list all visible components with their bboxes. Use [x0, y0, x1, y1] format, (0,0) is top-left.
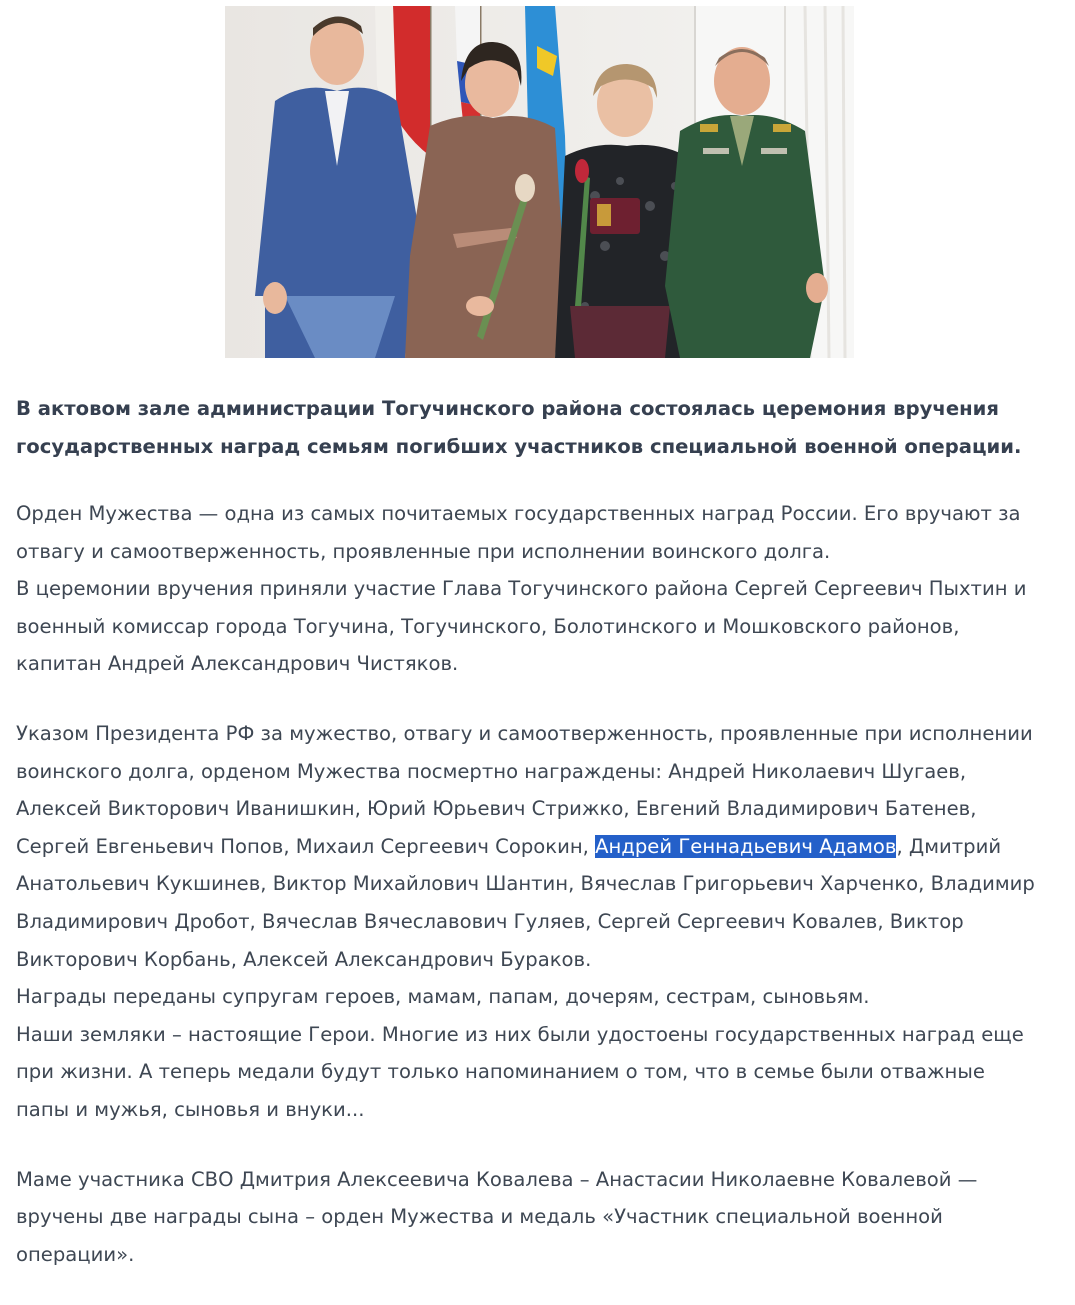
paragraph-line: Маме участника СВО Дмитрия Алексеевича Ковалева – Анастасии Николаевне Ковалевой —: [16, 1167, 978, 1191]
paragraph-line: при жизни. А теперь медали будут только напоминанием о том, что в семье были отважные: [16, 1060, 985, 1084]
paragraph-line: [16, 828, 1068, 866]
paragraph-line: операции».: [16, 1242, 135, 1266]
paragraph-line: Награды переданы супругам героев, мамам, папам, дочерям, сестрам, сыновьям.: [16, 985, 870, 1009]
paragraph-line: Указом Президента РФ за мужество, отвагу и самоотверженность, проявленные при исполнении: [16, 721, 1033, 745]
selected-text-highlight[interactable]: Андрей Геннадьевич Адамов: [595, 834, 897, 858]
paragraph-line: Алексей Викторович Иванишкин, Юрий Юрьевич Стрижко, Евгений Владимирович Батенев,: [16, 797, 977, 821]
paragraph-kovalev-mother: [16, 1161, 1068, 1274]
paragraph-line: вручены две награды сына – орден Мужества и медаль «Участник специальной военной: [16, 1205, 943, 1229]
paragraph-line: Наши земляки – настоящие Герои. Многие из них были удостоены государственных наград еще: [16, 1022, 1024, 1046]
paragraph-line: папы и мужья, сыновья и внуки...: [16, 1097, 365, 1121]
paragraph-decree: [16, 715, 1068, 1129]
paragraph-line: В церемонии вручения приняли участие Глава Тогучинского района Сергей Сергеевич Пыхтин и: [16, 577, 1027, 601]
paragraph-line: капитан Андрей Александрович Чистяков.: [16, 652, 459, 676]
paragraph-line: Орден Мужества — одна из самых почитаемых государственных наград России. Его вручают за: [16, 502, 1021, 525]
article-body: [16, 390, 1068, 1305]
article-lead: [16, 390, 1068, 465]
lead-line: государственных наград семьям погибших участников специальной военной операции.: [16, 434, 1022, 458]
ceremony-photo: [225, 6, 854, 358]
paragraph-order-of-courage: [16, 495, 1068, 683]
text-segment: , Дмитрий: [896, 834, 1002, 858]
paragraph-line: Викторович Корбань, Алексей Александрович Бураков.: [16, 947, 592, 971]
lead-line: В актовом зале администрации Тогучинского района состоялась церемония вручения: [16, 397, 999, 420]
paragraph-line: военный комиссар города Тогучина, Тогучинского, Болотинского и Мошковского районов,: [16, 614, 960, 638]
paragraph-line: Владимирович Дробот, Вячеслав Вячеславович Гуляев, Сергей Сергеевич Ковалев, Виктор: [16, 909, 964, 933]
text-segment: Сергей Евгеньевич Попов, Михаил Сергеевич Сорокин,: [16, 834, 596, 858]
paragraph-line: воинского долга, орденом Мужества посмертно награждены: Андрей Николаевич Шугаев,: [16, 759, 967, 783]
paragraph-line: отвагу и самоотверженность, проявленные при исполнении воинского долга.: [16, 539, 831, 563]
paragraph-line: Анатольевич Кукшинев, Виктор Михайлович Шантин, Вячеслав Григорьевич Харченко, Владимир: [16, 872, 1035, 896]
